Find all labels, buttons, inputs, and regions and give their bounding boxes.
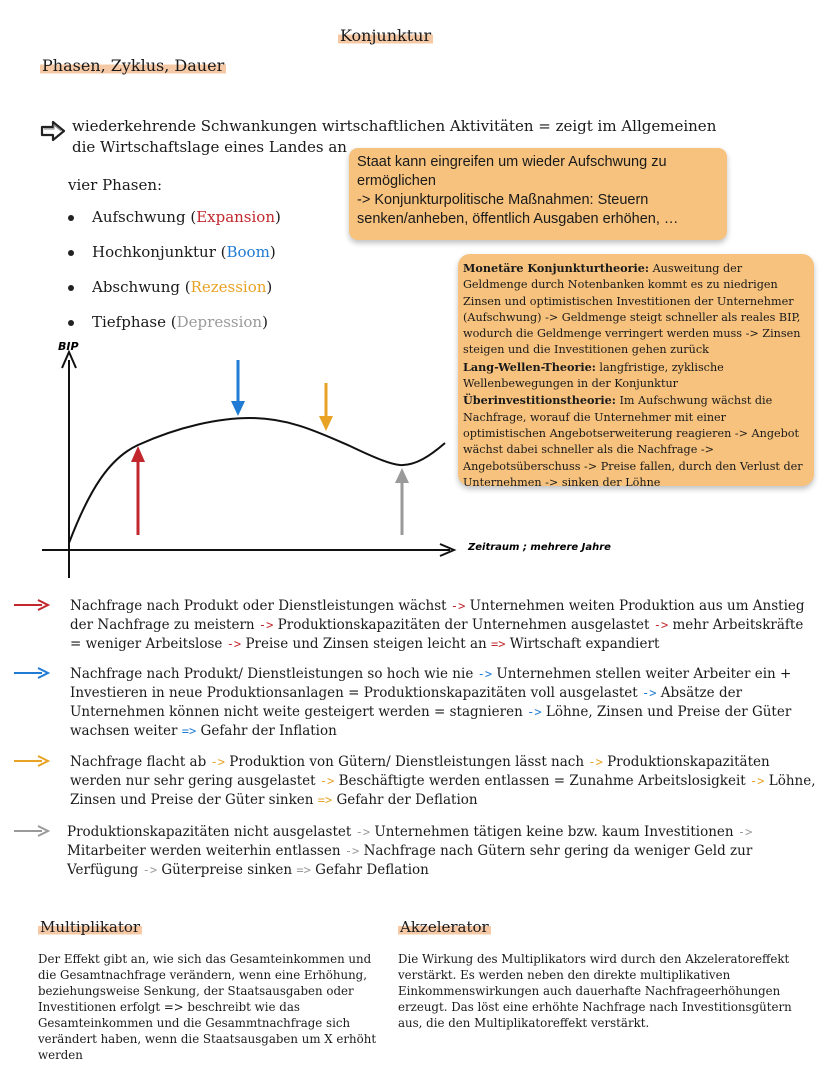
multiplikator-title: Multiplikator (40, 918, 141, 936)
y-axis-label: BIP (58, 340, 79, 353)
phases-heading: vier Phasen: (68, 176, 163, 194)
x-axis-label: Zeitraum ; mehrere Jahre (468, 542, 611, 553)
section-title-phasen: Phasen, Zyklus, Dauer (42, 56, 225, 75)
boom-arrowhead (231, 401, 245, 416)
recession-arrowhead (319, 416, 333, 431)
phase-item: Hochkonjunktur (Boom) (68, 243, 276, 261)
page-title: Konjunktur (340, 26, 432, 45)
akzelerator-text: Die Wirkung des Multiplikators wird durch den Akzeleratoreffekt verstärkt. Es werden neben den direkte multiplikativen Einkommenswirkungen auch dauerhafte Nachfrageerhöhungen erzeugt. Das löst eine erhöhte Nachfrage nach Investitionsgütern aus, die den Multiplikatoreffekt verstärkt. (398, 952, 792, 1030)
cycle-curve (69, 418, 445, 543)
business-cycle-diagram (30, 338, 620, 588)
blue-arrow-icon (12, 667, 50, 679)
grey-arrow-icon (12, 825, 50, 837)
intro-text: wiederkehrende Schwankungen wirtschaftlichen Aktivitäten = zeigt im Allgemeinen die Wirtschaftslage eines Landes an (72, 117, 717, 156)
depression-arrowhead (395, 468, 409, 483)
akzelerator-title: Akzelerator (400, 918, 489, 936)
red-arrow-icon (12, 599, 50, 611)
multiplikator-text: Der Effekt gibt an, wie sich das Gesamteinkommen und die Gesamtnachfrage verändern, wenn eine Erhöhung, beziehungsweise Senkung, der Staatsausgaben oder Investitionen erfolgt => beschreibt wie das Gesamteinkommen und die Gesammtnachfrage sich verändert haben, wenn die Staatsausgaben um X erhöht werden (38, 952, 377, 1062)
state-intervention-note: Staat kann eingreifen um wieder Aufschwung zu ermöglichen -> Konjunkturpolitische Maßnahmen: Steuern senken/anheben, öffentlich Ausgaben erhöhen, … (349, 148, 727, 240)
phase-item: Abschwung (Rezession) (68, 278, 272, 296)
hollow-arrow-icon (40, 120, 66, 142)
theories-note: Monetäre Konjunkturtheorie: Ausweitung der Geldmenge durch Notenbanken kommt es zu niedrigen Zinsen und optimistischen Investitionen der Unternehmer (Aufschwung) -> Geldmenge steigt schneller als reales BIP, wodurch die Geldmenge verringert werden muss -> Zinsen steigen und die Investitionen gehen zurück Lang-Wellen-Theorie: langfristige, zyklische Wellenbewegungen in der Konjunktur Überinvestitionstheorie: Im Aufschwung wächst die Nachfrage, worauf die Unternehmer mit einer optimistischen Angebotserweiterung reagieren -> Angebot wächst dabei schneller als die Nachfrage -> Angebotsüberschuss -> Preise fallen, durch den Verlust der Unternehmen -> sinken der Löhne (458, 254, 814, 486)
phase-item: Aufschwung (Expansion) (68, 208, 281, 226)
phase-item: Tiefphase (Depression) (68, 313, 268, 331)
orange-arrow-icon (12, 755, 50, 767)
